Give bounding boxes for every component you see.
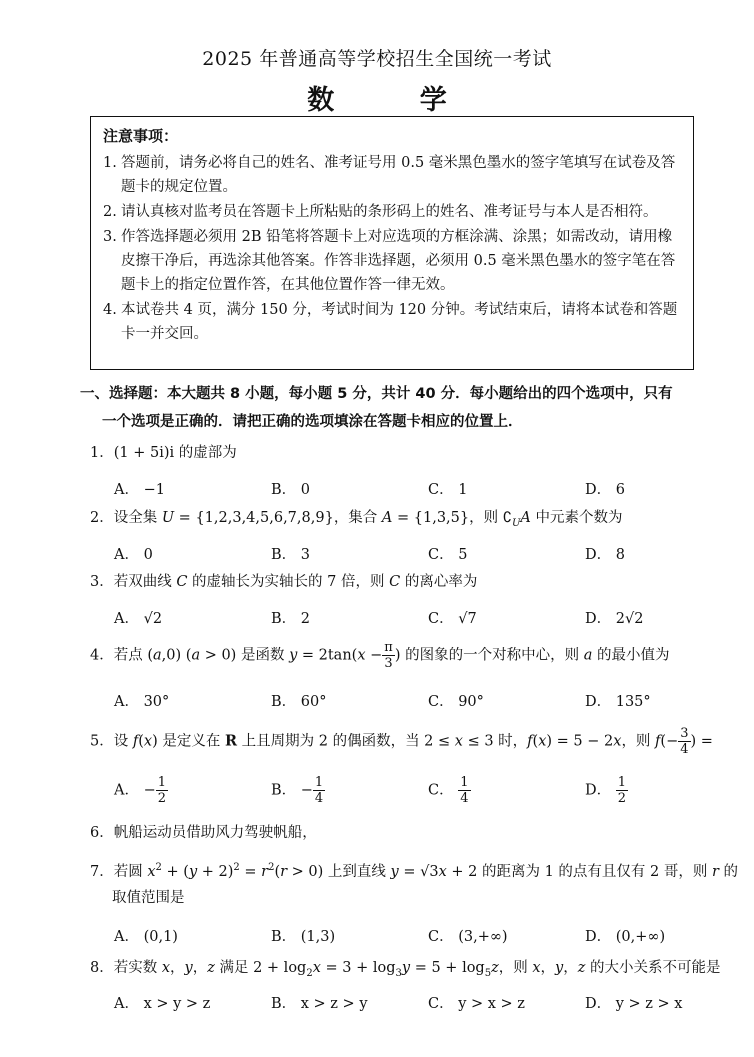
stem-text: 设全集 [113,510,162,526]
option-c: C． 90° [428,694,484,710]
question-4 [90,640,710,671]
stem-text: ( [138,733,144,750]
stem-text: 满足 2 + log [214,960,307,976]
stem-text: > 0) 上到直线 [287,863,391,880]
stem-text: 设 [113,733,133,750]
stem-text: ，则 [498,960,533,976]
fraction [156,775,168,806]
option-c: C． (3,+∞) [428,929,508,945]
stem-text: = 5 + log [410,960,485,976]
stem-text: 帆船运动员借助风力驾驶帆船， [113,825,317,841]
variable: x [357,647,366,664]
stem-text: ( [532,733,539,750]
option-a [114,775,168,806]
option-label: A． − [114,782,156,799]
option-a: A． (0,1) [114,929,178,945]
stem-text: ， [170,960,185,976]
option-b: B． (1,3) [271,929,336,945]
section-heading-line2: 一个选项是正确的．请把正确的选项填涂在答题卡相应的位置上． [102,414,523,430]
numerator: 1 [314,775,324,790]
stem-text: ,0) ( [161,647,192,664]
variable: f [132,733,139,750]
stem-text: (− [660,733,679,750]
fraction [382,640,395,671]
stem-text: 的离心率为 [400,574,478,590]
question-7-stem-line2: 取值范围是 [112,889,185,906]
variable: y [289,647,298,664]
question-number: 7． [90,863,114,880]
option-b: B． 2 [271,611,310,627]
variable: x [147,863,156,880]
variable: x [438,863,447,880]
stem-text: ， [192,960,208,976]
notice-item-number: 1. [103,155,117,171]
option-label: D． [585,782,616,799]
variable: x [312,960,321,976]
question-6 [90,820,710,846]
notice-item [103,298,683,346]
variable: y [401,960,411,976]
variable: r [261,863,269,880]
variable: x [538,733,547,750]
variable: f [655,733,661,750]
notice-item-text: 本试卷共 4 页，满分 150 分，考试时间为 120 分钟。考试结束后，请将本试卷和答题卡一并交回。 [121,302,678,342]
question-8 [90,955,721,987]
variable: x [532,960,541,976]
stem-text: ， [540,960,556,976]
option-d: D． 6 [585,482,625,498]
question-number: 1． [90,445,114,461]
fraction [616,775,628,806]
denominator: 2 [617,791,627,806]
stem-text: − [365,647,383,664]
notice-item [103,200,683,224]
option-a: A． 0 [114,547,153,563]
variable: x [143,733,153,750]
exam-title: 2025 年普通高等学校招生全国统一考试 [202,48,552,70]
variable: y [555,960,564,976]
option-label: B． − [271,782,313,799]
option-c: C． √7 [428,611,477,627]
section-heading [80,380,706,436]
notice-item-number: 2. [103,204,117,220]
option-d: D． 2√2 [585,611,644,627]
variable: r [711,863,719,880]
question-3 [90,569,710,595]
notice-item-number: 3. [103,229,117,245]
option-b: B． x > z > y [271,996,368,1012]
question-number: 5． [90,733,114,750]
stem-text: > 0) 是函数 [200,647,290,664]
log-base: 5 [484,967,492,979]
question-1-stem [90,440,710,466]
stem-text: 的大小关系不可能是 [585,960,721,976]
numerator: π [384,640,393,655]
stem-text: 的虚轴长为实轴长的 7 倍，则 [187,574,390,590]
stem-text: ) 的图象的一个对称中心，则 [394,647,584,664]
section-heading-line1: 一、选择题：本大题共 8 小题，每小题 5 分，共计 40 分．每小题给出的四个选项中，只有 [80,386,673,402]
option-b: B． 60° [271,694,327,710]
fraction [458,775,470,806]
numerator: 3 [680,726,689,741]
notice-item-number: 4. [103,302,117,318]
set-a: = {1,3,5} [392,510,470,526]
question-5-stem [90,726,713,757]
question-4-stem [90,640,710,671]
question-3-stem [90,569,710,595]
variable: a [191,647,201,664]
stem-text: + 2) [197,863,234,880]
variable: z [491,960,499,976]
option-b: B． 0 [271,482,310,498]
stem-text: 的虚部为 [174,445,237,461]
variable: f [527,733,533,750]
numerator: 1 [617,775,627,790]
option-a: A． x > y > z [114,996,211,1012]
question-number: 4． [90,647,114,664]
variable: U [161,510,175,526]
variable: C [389,574,401,590]
stem-text: 的 [718,863,739,880]
question-2 [90,505,710,537]
stem-text: ，则 [621,733,656,750]
question-number: 6． [90,825,114,841]
question-number: 8． [90,960,114,976]
notice-item-text: 作答选择题必须用 2B 铅笔将答题卡上对应选项的方框涂满、涂黑；如需改动，请用橡皮擦干净后，再选涂其他答案。作答非选择题，必须用 0.5 毫米黑色墨水的签字笔在答题卡上的指定位置作答，在其他位置作答一律无效。 [121,229,676,293]
variable: A [520,510,531,526]
notice-item [103,151,683,199]
denominator: 4 [680,742,689,757]
stem-text: = √3 [398,863,439,880]
stem-text: ( [274,863,281,880]
question-5 [90,726,713,757]
notice-item-text: 答题前，请务必将自己的姓名、准考证号用 0.5 毫米黑色墨水的签字笔填写在试卷及答题卡的规定位置。 [121,155,676,195]
option-b [271,775,325,806]
question-8-stem [90,955,721,987]
option-a: A． −1 [114,482,165,498]
stem-text: ) 是定义在 [152,733,225,750]
denominator: 4 [460,791,469,806]
question-2-stem [90,505,710,537]
variable: r [280,863,288,880]
variable: A [381,510,393,526]
stem-text: 若双曲线 [113,574,177,590]
option-a: A． √2 [114,611,163,627]
stem-text: ，则 ∁ [469,510,512,526]
option-c: C． 1 [428,482,468,498]
denominator: 2 [157,791,167,806]
variable: a [153,647,162,664]
exam-subject: 数 学 [307,85,485,116]
stem-text: = 2tan( [297,647,358,664]
log-base: 3 [395,967,402,979]
stem-text: = [239,863,262,880]
variable: x [454,733,463,750]
variable: z [577,960,586,976]
subscript: U [511,517,521,529]
stem-text: 中元素个数为 [530,510,623,526]
stem-text: 若点 ( [113,647,154,664]
stem-text: 的最小值为 [592,647,670,664]
stem-text: + ( [161,863,189,880]
question-number: 3． [90,574,114,590]
question-number: 2． [90,510,114,526]
option-d: D． (0,+∞) [585,929,666,945]
notice-item [103,225,683,297]
question-7-stem: 7．若圆 $x^2 + (y + 2)^2 = r^2(r > 0)$ 上到直线 y = √3x + 2 的距离为 1 的点有且仅有 2 哥，则 r 的 [90,862,739,880]
variable: y [390,863,399,880]
option-c [428,775,471,806]
option-c: C． 5 [428,547,468,563]
denominator: 4 [314,791,324,806]
option-b: B． 3 [271,547,310,563]
stem-text: ≤ 3 时， [462,733,528,750]
fraction [313,775,325,806]
notice-item-text: 请认真核对监考员在答题卡上所粘贴的条形码上的姓名、准考证号与本人是否相符。 [121,204,658,220]
variable: a [583,647,593,664]
variable: y [188,863,198,880]
set-u: = {1,2,3,4,5,6,7,8,9} [174,510,334,526]
question-7 [90,855,739,911]
denominator: 3 [384,656,393,671]
variable: z [207,960,215,976]
option-d: D． y > z > x [585,996,683,1012]
variable: C [176,574,188,590]
question-6-stem [90,820,710,846]
expression: (1 + 5i)i [113,445,175,461]
fraction [678,726,690,757]
option-c: C． y > x > z [428,996,525,1012]
stem-text: 若实数 [113,960,162,976]
stem-text: ) = [690,733,713,750]
stem-text: ) = 5 − 2 [546,733,614,750]
option-a: A． 30° [114,694,170,710]
stem-text: 若圆 [113,863,148,880]
variable: y [184,960,193,976]
question-1 [90,440,710,466]
numerator: 1 [460,775,469,790]
option-label: C． [428,782,459,799]
notice-title: 注意事项： [103,127,179,145]
option-d: D． 8 [585,547,625,563]
stem-text: = 3 + log [320,960,396,976]
notice-box [90,116,694,370]
option-d: D． 135° [585,694,651,710]
variable: x [613,733,622,750]
option-d [585,775,628,806]
stem-text: ， [563,960,578,976]
log-base: 2 [306,967,313,979]
stem-text: 上且周期为 2 的偶函数，当 2 ≤ [237,733,455,750]
stem-text: ，集合 [333,510,382,526]
stem-text: + 2 的距离为 1 的点有且仅有 2 哥，则 [446,863,712,880]
variable: x [161,960,171,976]
real-numbers: R [224,732,238,750]
numerator: 1 [157,775,167,790]
